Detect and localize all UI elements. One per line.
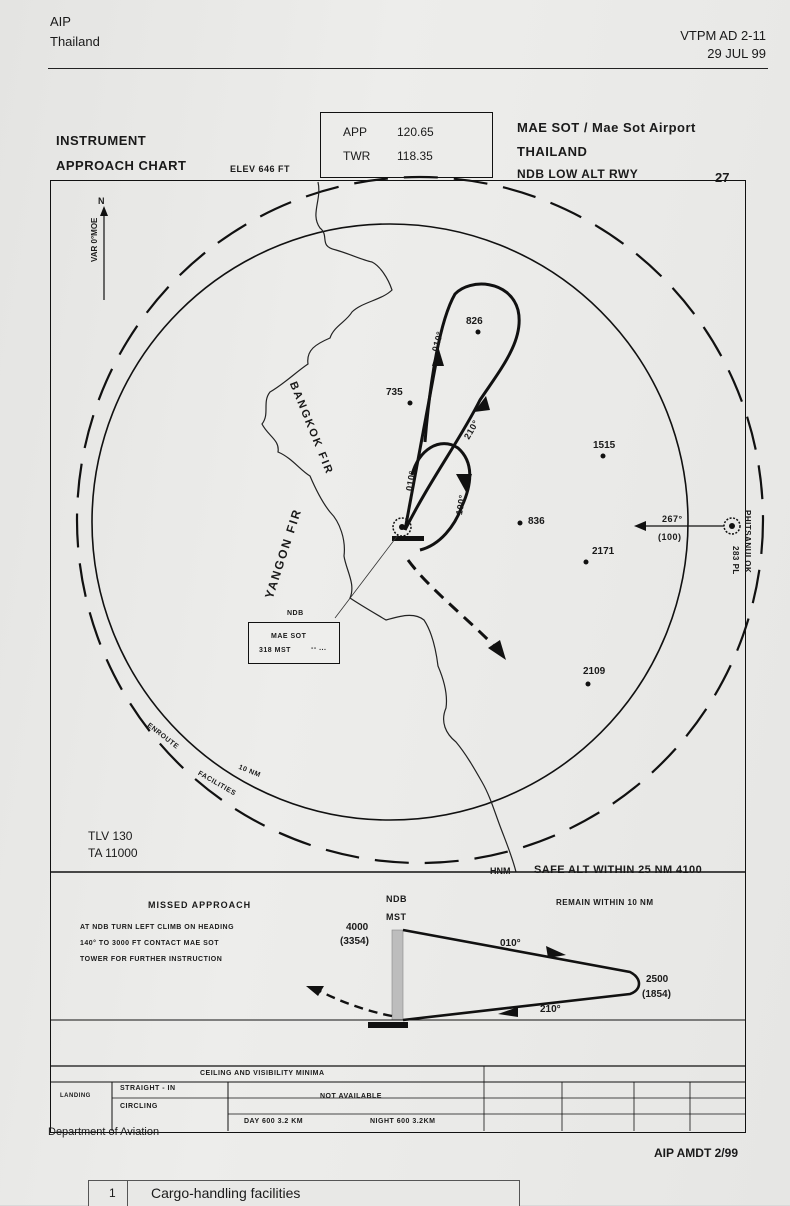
profile-altitude-3354: (3354): [340, 936, 369, 947]
ten-nm-ring: [92, 224, 688, 820]
ndb-box-label: NDB: [287, 610, 304, 617]
profile-ndb-label: NDB: [386, 894, 407, 904]
minima-straight-in: STRAIGHT - IN: [120, 1085, 176, 1092]
ndb-mast: [392, 930, 403, 1020]
minima-day: DAY 600 3.2 KM: [244, 1118, 304, 1125]
ndb-info-box: [248, 610, 340, 664]
spot-826: 826: [466, 316, 483, 327]
spot-836-dot: [518, 521, 523, 526]
twr-label: TWR: [343, 149, 371, 163]
spot-826-dot: [476, 330, 481, 335]
transition-level: TLV 130: [88, 829, 133, 843]
ndb-box-morse: -- ...: [311, 645, 327, 652]
ndb-box-frequency: 318 MST: [259, 647, 291, 654]
minima-circling: CIRCLING: [120, 1103, 158, 1110]
minima-night: NIGHT 600 3.2KM: [370, 1118, 436, 1125]
spot-1515-dot: [601, 454, 606, 459]
elevation: ELEV 646 FT: [230, 164, 291, 174]
phitsanulok-bearing: 267°: [662, 514, 683, 524]
safe-alt-ring: [77, 177, 763, 863]
hnm-label: HNM: [490, 866, 511, 876]
missed-approach-line2: 140° TO 3000 FT CONTACT MAE SOT: [80, 940, 220, 947]
heading-190: 190°: [454, 493, 468, 516]
spot-2109: 2109: [583, 666, 606, 677]
transition-altitude: TA 11000: [88, 846, 138, 860]
phitsanulok-frequency: 283 PL: [731, 546, 740, 575]
missed-approach-arrow: [488, 640, 506, 660]
facilities-label: FACILITIES: [196, 770, 238, 798]
spot-2171-dot: [584, 560, 589, 565]
profile-altitude-1854: (1854): [642, 989, 671, 1000]
airport-country: THAILAND: [517, 144, 588, 159]
runway-number: 27: [715, 170, 730, 185]
remain-within: REMAIN WITHIN 10 NM: [556, 898, 654, 907]
ten-nm-label: 10 NM: [237, 764, 262, 780]
fir-yangon-label: YANGON FIR: [262, 506, 305, 601]
spot-735: 735: [386, 387, 403, 398]
heading-010-outbound: 010°: [430, 330, 445, 353]
spot-2171: 2171: [592, 546, 615, 557]
heading-010-inner: 010°: [404, 469, 418, 492]
chart-title-line2: APPROACH CHART: [56, 158, 187, 173]
phitsanulok-arrow: [634, 521, 646, 531]
procedure-name: NDB LOW ALT RWY: [517, 167, 639, 181]
next-page-number: 1: [109, 1186, 116, 1200]
footer-amendment: AIP AMDT 2/99: [653, 1146, 738, 1160]
minima-landing: LANDING: [60, 1093, 91, 1099]
missed-approach-track: [408, 560, 500, 652]
magnetic-variation: VAR 0°MOE: [90, 217, 99, 262]
minima-title: CEILING AND VISIBILITY MINIMA: [200, 1070, 325, 1077]
profile-holding-track: [403, 930, 639, 1020]
spot-2109-dot: [586, 682, 591, 687]
header-page-ref: VTPM AD 2-11: [680, 28, 766, 43]
profile-altitude-4000: 4000: [346, 922, 369, 933]
phitsanulok-distance: (100): [658, 532, 682, 542]
profile-heading-210: 210°: [540, 1004, 561, 1015]
profile-altitude-2500: 2500: [646, 974, 669, 985]
profile-missed-track: [318, 990, 392, 1016]
twr-frequency: 118.35: [397, 149, 433, 163]
app-label: APP: [343, 125, 368, 139]
missed-approach-title: MISSED APPROACH: [148, 900, 252, 910]
spot-836: 836: [528, 516, 545, 527]
profile-outbound-arrow: [546, 946, 566, 958]
profile-mst-label: MST: [386, 912, 407, 922]
ndb-box-name: MAE SOT: [271, 633, 307, 640]
chart-title-line1: INSTRUMENT: [56, 133, 147, 148]
header-country: Thailand: [50, 34, 100, 49]
minima-not-available: NOT AVAILABLE: [320, 1093, 382, 1100]
phitsanulok-name: PHITSANULOK: [743, 510, 752, 574]
next-page-heading: Cargo-handling facilities: [151, 1185, 301, 1201]
heading-210: 210°: [462, 418, 481, 441]
profile-runway: [368, 1022, 408, 1028]
missed-approach-line1: AT NDB TURN LEFT CLIMB ON HEADING: [80, 924, 235, 931]
north-arrow-head: [100, 206, 108, 216]
procedure-turn-loop: [405, 284, 519, 530]
header-aip: AIP: [50, 14, 71, 29]
next-page-strip: [88, 1180, 520, 1206]
safe-altitude: SAFE ALT WITHIN 25 NM 4100: [534, 864, 703, 876]
spot-735-dot: [408, 401, 413, 406]
app-frequency: 120.65: [397, 125, 434, 139]
spot-1515: 1515: [593, 440, 616, 451]
header-date: 29 JUL 99: [707, 46, 766, 61]
enroute-label: ENROUTE: [145, 722, 180, 751]
profile-heading-010: 010°: [500, 938, 521, 949]
airport-name: MAE SOT / Mae Sot Airport: [517, 120, 696, 135]
footer-department: Department of Aviation: [48, 1126, 160, 1138]
missed-approach-line3: TOWER FOR FURTHER INSTRUCTION: [80, 956, 223, 963]
fir-bangkok-label: BANGKOK FIR: [286, 380, 336, 477]
north-label: N: [98, 196, 105, 206]
